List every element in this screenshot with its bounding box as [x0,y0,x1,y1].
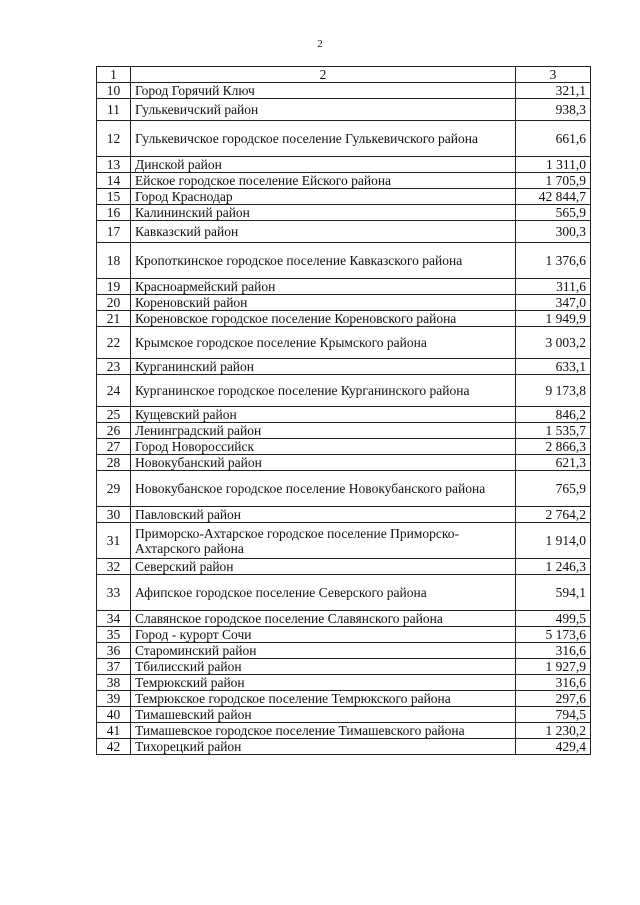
row-name-cell: Гулькевичское городское поселение Гулькевичского района [131,121,516,157]
row-value-cell: 794,5 [516,707,591,723]
row-value-cell: 1 376,6 [516,243,591,279]
row-number-cell: 10 [97,83,131,99]
table-row [97,221,591,243]
row-value-cell: 321,1 [516,83,591,99]
row-number-cell: 14 [97,173,131,189]
row-value-cell: 1 949,9 [516,311,591,327]
table-header-row [97,67,591,83]
row-value-cell: 621,3 [516,455,591,471]
row-number-cell: 20 [97,295,131,311]
row-name-cell: Кореновское городское поселение Кореновского района [131,311,516,327]
row-number-cell: 30 [97,507,131,523]
row-name-cell: Город Горячий Ключ [131,83,516,99]
table-row [97,83,591,99]
table-row [97,375,591,407]
table-row [97,279,591,295]
row-number-cell: 31 [97,523,131,559]
table-row [97,559,591,575]
table-row [97,627,591,643]
row-name-cell: Тимашевский район [131,707,516,723]
row-value-cell: 316,6 [516,675,591,691]
row-value-cell: 300,3 [516,221,591,243]
row-value-cell: 594,1 [516,575,591,611]
row-number-cell: 35 [97,627,131,643]
row-name-cell: Афипское городское поселение Северского района [131,575,516,611]
row-number-cell: 29 [97,471,131,507]
row-value-cell: 938,3 [516,99,591,121]
table-row [97,189,591,205]
table-row [97,99,591,121]
row-value-cell: 1 914,0 [516,523,591,559]
row-name-cell: Ленинградский район [131,423,516,439]
row-value-cell: 311,6 [516,279,591,295]
column-header-value: 3 [516,67,591,83]
row-number-cell: 34 [97,611,131,627]
table-row [97,205,591,221]
row-name-cell: Славянское городское поселение Славянского района [131,611,516,627]
table-row [97,243,591,279]
row-value-cell: 297,6 [516,691,591,707]
row-value-cell: 565,9 [516,205,591,221]
row-number-cell: 36 [97,643,131,659]
row-number-cell: 18 [97,243,131,279]
row-value-cell: 765,9 [516,471,591,507]
table-row [97,659,591,675]
row-number-cell: 16 [97,205,131,221]
row-value-cell: 2 764,2 [516,507,591,523]
row-name-cell: Город Краснодар [131,189,516,205]
row-value-cell: 3 003,2 [516,327,591,359]
row-number-cell: 26 [97,423,131,439]
table-row [97,575,591,611]
row-name-cell: Динской район [131,157,516,173]
row-number-cell: 32 [97,559,131,575]
data-table [96,66,591,755]
row-value-cell: 846,2 [516,407,591,423]
table-row [97,507,591,523]
column-header-name: 2 [131,67,516,83]
row-value-cell: 633,1 [516,359,591,375]
row-value-cell: 1 230,2 [516,723,591,739]
row-name-cell: Калининский район [131,205,516,221]
row-number-cell: 12 [97,121,131,157]
row-number-cell: 38 [97,675,131,691]
row-value-cell: 42 844,7 [516,189,591,205]
row-name-cell: Кавказский район [131,221,516,243]
row-value-cell: 316,6 [516,643,591,659]
row-value-cell: 1 927,9 [516,659,591,675]
table-row [97,739,591,755]
table-row [97,707,591,723]
row-number-cell: 17 [97,221,131,243]
row-number-cell: 24 [97,375,131,407]
row-number-cell: 25 [97,407,131,423]
row-number-cell: 19 [97,279,131,295]
row-name-cell: Павловский район [131,507,516,523]
row-number-cell: 40 [97,707,131,723]
row-number-cell: 37 [97,659,131,675]
table-row [97,157,591,173]
table-row [97,455,591,471]
row-name-cell: Кореновский район [131,295,516,311]
row-name-cell: Курганинский район [131,359,516,375]
table-row [97,675,591,691]
row-value-cell: 9 173,8 [516,375,591,407]
table-row [97,611,591,627]
row-name-cell: Город - курорт Сочи [131,627,516,643]
row-value-cell: 661,6 [516,121,591,157]
row-number-cell: 27 [97,439,131,455]
page-number: 2 [317,38,323,50]
table-row [97,523,591,559]
table-body [97,83,591,755]
row-value-cell: 1 535,7 [516,423,591,439]
table-row [97,691,591,707]
row-value-cell: 347,0 [516,295,591,311]
row-value-cell: 1 311,0 [516,157,591,173]
table-row [97,471,591,507]
row-name-cell: Староминский район [131,643,516,659]
table-row [97,327,591,359]
row-name-cell: Город Новороссийск [131,439,516,455]
row-number-cell: 13 [97,157,131,173]
row-number-cell: 22 [97,327,131,359]
row-number-cell: 28 [97,455,131,471]
table-row [97,295,591,311]
row-number-cell: 42 [97,739,131,755]
row-name-cell: Темрюкский район [131,675,516,691]
row-name-cell: Ейское городское поселение Ейского района [131,173,516,189]
row-number-cell: 39 [97,691,131,707]
table-row [97,643,591,659]
row-number-cell: 33 [97,575,131,611]
table-row [97,439,591,455]
table-row [97,723,591,739]
row-name-cell: Новокубанское городское поселение Новокубанского района [131,471,516,507]
table-row [97,407,591,423]
row-name-cell: Крымское городское поселение Крымского района [131,327,516,359]
row-number-cell: 15 [97,189,131,205]
row-name-cell: Гулькевичский район [131,99,516,121]
row-number-cell: 11 [97,99,131,121]
row-name-cell: Тимашевское городское поселение Тимашевского района [131,723,516,739]
table-row [97,173,591,189]
row-value-cell: 1 705,9 [516,173,591,189]
row-name-cell: Приморско-Ахтарское городское поселение Приморско-Ахтарского района [131,523,516,559]
row-name-cell: Темрюкское городское поселение Темрюкского района [131,691,516,707]
row-name-cell: Кущевский район [131,407,516,423]
row-name-cell: Курганинское городское поселение Курганинского района [131,375,516,407]
row-name-cell: Северский район [131,559,516,575]
row-name-cell: Красноармейский район [131,279,516,295]
row-name-cell: Тихорецкий район [131,739,516,755]
row-name-cell: Кропоткинское городское поселение Кавказского района [131,243,516,279]
table-row [97,311,591,327]
row-value-cell: 2 866,3 [516,439,591,455]
row-number-cell: 23 [97,359,131,375]
row-value-cell: 429,4 [516,739,591,755]
column-header-number: 1 [97,67,131,83]
table-row [97,121,591,157]
row-number-cell: 21 [97,311,131,327]
table-row [97,359,591,375]
row-name-cell: Новокубанский район [131,455,516,471]
table-row [97,423,591,439]
row-value-cell: 5 173,6 [516,627,591,643]
row-value-cell: 1 246,3 [516,559,591,575]
row-value-cell: 499,5 [516,611,591,627]
row-name-cell: Тбилисский район [131,659,516,675]
row-number-cell: 41 [97,723,131,739]
